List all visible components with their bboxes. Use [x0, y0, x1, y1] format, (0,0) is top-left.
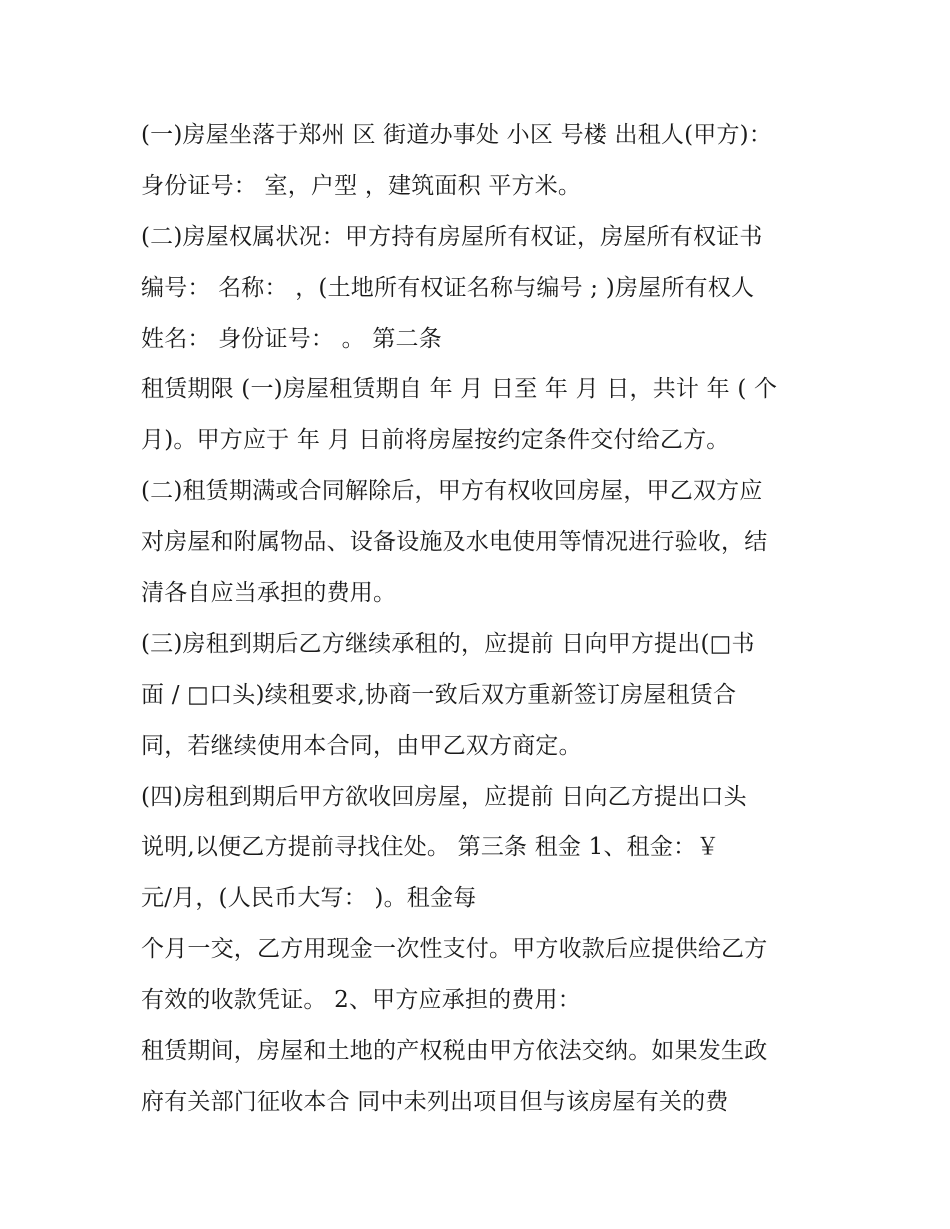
text-line: (二)租赁期满或合同解除后，甲方有权收回房屋，甲乙双方应	[141, 478, 763, 505]
contract-text	[141, 110, 841, 1128]
text-line: (三)房租到期后乙方继续承租的，应提前 日向甲方提出(□书	[141, 630, 755, 657]
text-line: 有效的收款凭证。 2、甲方应承担的费用：	[141, 987, 581, 1014]
text-line: (二)房屋权属状况：甲方持有房屋所有权证，房屋所有权证书	[141, 223, 763, 250]
text-line: 同，若继续使用本合同，由甲乙双方商定。	[141, 732, 582, 759]
text-line: 府有关部门征收本合 同中未列出项目但与该房屋有关的费	[141, 1088, 729, 1115]
text-line: (一)房屋坐落于郑州 区 街道办事处 小区 号楼 出租人(甲方)：	[141, 122, 773, 148]
text-line: 租赁期限 (一)房屋租赁期自 年 月 日至 年 月 日，共计 年 ( 个	[141, 376, 778, 403]
text-line: 对房屋和附属物品、设备设施及水电使用等情况进行验收，结	[141, 529, 768, 556]
text-line: 身份证号： 室，户型 ，建筑面积 平方米。	[141, 172, 582, 199]
text-line: 说明,以便乙方提前寻找住处。 第三条 租金 1、租金：￥	[141, 834, 720, 861]
text-line: (四)房租到期后甲方欲收回房屋，应提前 日向乙方提出口头	[141, 783, 747, 810]
text-line: 面 / □口头)续租要求,协商一致后双方重新签订房屋租赁合	[141, 681, 737, 708]
text-line: 租赁期间，房屋和土地的产权税由甲方依法交纳。如果发生政	[141, 1038, 768, 1065]
text-line: 元/月，(人民币大写： )。租金每	[141, 885, 477, 912]
text-line: 编号： 名称： ，(土地所有权证名称与编号 ; )房屋所有权人	[141, 274, 755, 301]
text-line: 个月一交，乙方用现金一次性支付。甲方收款后应提供给乙方	[141, 936, 768, 963]
text-line: 月)。甲方应于 年 月 日前将房屋按约定条件交付给乙方。	[141, 427, 730, 454]
text-line: 清各自应当承担的费用。	[141, 580, 397, 607]
text-line: 姓名： 身份证号： 。 第二条	[141, 325, 442, 352]
